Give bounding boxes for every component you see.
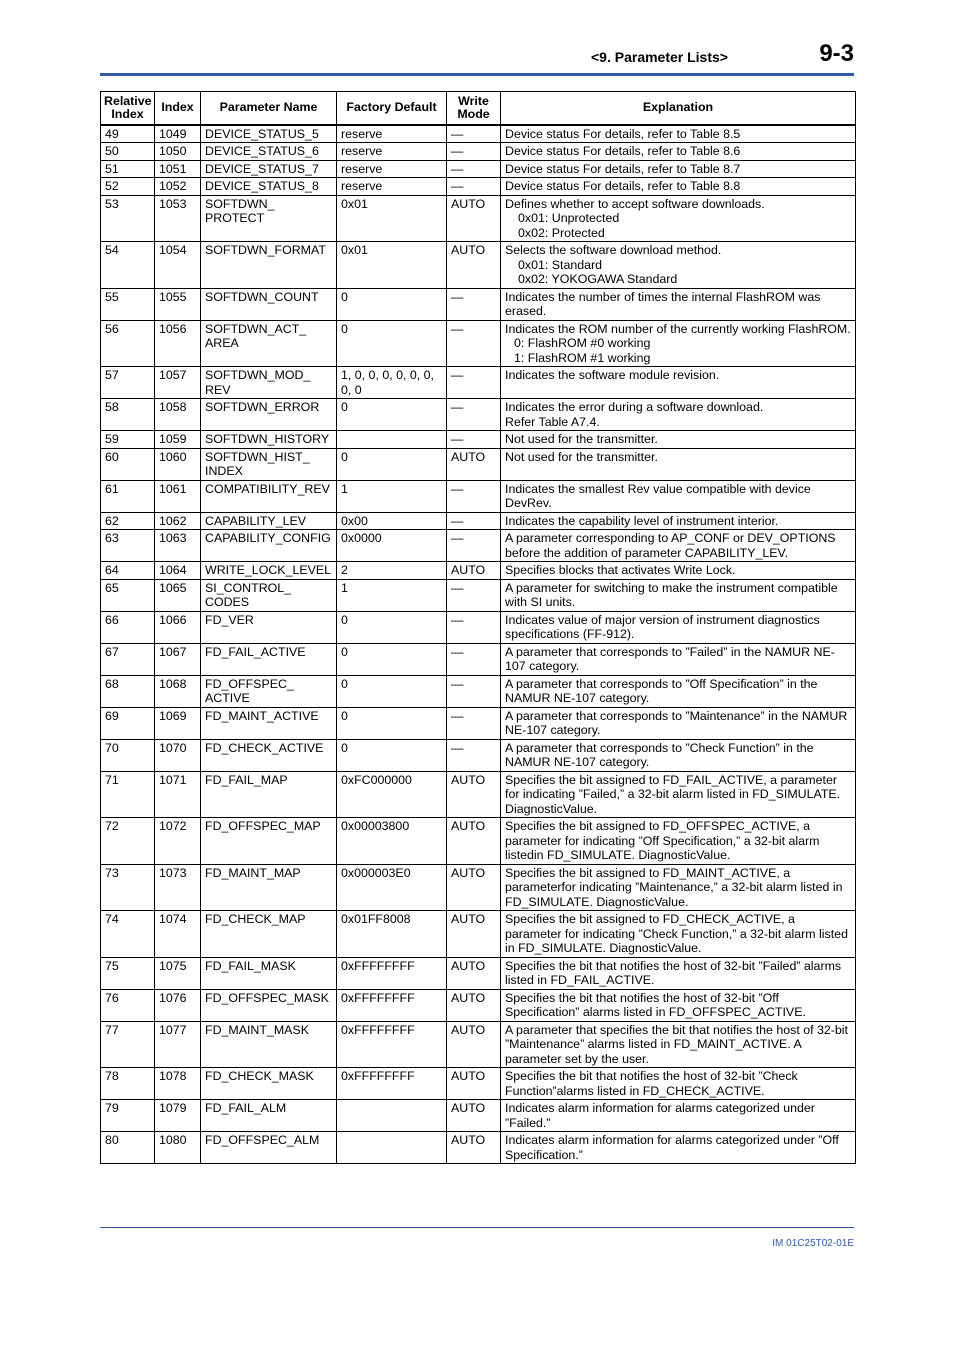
cell-relative-index: 57 — [101, 367, 155, 399]
cell-index: 1063 — [155, 530, 201, 562]
explanation-line: Indicates alarm information for alarms categorized under ”Failed.” — [505, 1101, 815, 1130]
table-row — [101, 512, 856, 530]
cell-index: 1056 — [155, 320, 201, 367]
cell-relative-index: 50 — [101, 143, 155, 161]
cell-write-mode: — — [447, 431, 501, 449]
cell-parameter-name: CAPABILITY_LEV — [201, 512, 337, 530]
cell-index: 1071 — [155, 771, 201, 818]
cell-index: 1073 — [155, 864, 201, 911]
explanation-line: 0x02: Protected — [518, 225, 605, 240]
cell-factory-default: reserve — [337, 125, 447, 143]
col-header-relative-index: Relative Index — [101, 92, 155, 125]
explanation-line: Specifies the bit that notifies the host of 32-bit ”Check Function”alarms listed in FD_CHECK_ACTIVE. — [505, 1069, 798, 1098]
table-row — [101, 178, 856, 196]
cell-relative-index: 49 — [101, 125, 155, 143]
cell-relative-index: 74 — [101, 911, 155, 958]
col-header-index: Index — [155, 92, 201, 125]
cell-factory-default: 0xFC000000 — [337, 771, 447, 818]
cell-index: 1060 — [155, 448, 201, 480]
cell-write-mode: — — [447, 643, 501, 675]
cell-index: 1061 — [155, 480, 201, 512]
table-row — [101, 1132, 856, 1164]
cell-index: 1065 — [155, 579, 201, 611]
explanation-line: Indicates the error during a software download. — [505, 400, 764, 414]
cell-index: 1059 — [155, 431, 201, 449]
cell-explanation — [501, 530, 856, 562]
cell-relative-index: 52 — [101, 178, 155, 196]
cell-explanation — [501, 579, 856, 611]
explanation-line: Specifies the bit assigned to FD_MAINT_ACTIVE, a parameterfor indicating ”Maintenance,” a 32-bit alarm listed in FD_SIMULATE. DiagnosticValue. — [505, 865, 843, 909]
cell-write-mode: AUTO — [447, 989, 501, 1021]
cell-write-mode: AUTO — [447, 1021, 501, 1068]
cell-explanation — [501, 125, 856, 143]
table-row — [101, 911, 856, 958]
explanation-line: A parameter that corresponds to ”Maintenance” in the NAMUR NE-107 category. — [505, 708, 848, 737]
table-row — [101, 125, 856, 143]
cell-write-mode: AUTO — [447, 1100, 501, 1132]
cell-factory-default — [337, 1100, 447, 1132]
table-row — [101, 864, 856, 911]
cell-explanation — [501, 399, 856, 431]
cell-explanation — [501, 242, 856, 289]
table-row — [101, 367, 856, 399]
cell-write-mode: AUTO — [447, 1132, 501, 1164]
table-row — [101, 530, 856, 562]
cell-write-mode: — — [447, 739, 501, 771]
explanation-line: Indicates the smallest Rev value compatible with device DevRev. — [505, 481, 811, 510]
cell-index: 1079 — [155, 1100, 201, 1132]
explanation-line: Indicates the number of times the internal FlashROM was erased. — [505, 289, 821, 318]
explanation-line: Specifies the bit assigned to FD_FAIL_ACTIVE, a parameter for indicating ”Failed,” a 32-bit alarm listed in FD_SIMULATE. DiagnosticValue. — [505, 772, 841, 816]
explanation-line: A parameter that corresponds to ”Off Specification” in the NAMUR NE-107 category. — [505, 676, 818, 705]
explanation-line: Indicates the capability level of instrument interior. — [505, 513, 779, 528]
cell-parameter-name: FD_MAINT_MASK — [201, 1021, 337, 1068]
cell-factory-default: 0 — [337, 399, 447, 431]
cell-relative-index: 58 — [101, 399, 155, 431]
cell-explanation — [501, 480, 856, 512]
cell-explanation — [501, 512, 856, 530]
cell-parameter-name: DEVICE_STATUS_5 — [201, 125, 337, 143]
cell-explanation — [501, 160, 856, 178]
cell-explanation — [501, 818, 856, 865]
cell-relative-index: 75 — [101, 957, 155, 989]
cell-factory-default: reserve — [337, 178, 447, 196]
cell-write-mode: — — [447, 125, 501, 143]
cell-parameter-name: SOFTDWN_ACT_ AREA — [201, 320, 337, 367]
table-row — [101, 143, 856, 161]
explanation-line: A parameter that specifies the bit that notifies the host of 32-bit ”Maintenance” alarms listed in FD_MAINT_ACTIVE. A parameter set by the user. — [505, 1022, 849, 1066]
table-row — [101, 448, 856, 480]
cell-index: 1080 — [155, 1132, 201, 1164]
table-row — [101, 707, 856, 739]
cell-parameter-name: WRITE_LOCK_LEVEL — [201, 562, 337, 580]
cell-factory-default: 0x01 — [337, 195, 447, 242]
cell-factory-default: 0x00003800 — [337, 818, 447, 865]
cell-index: 1068 — [155, 675, 201, 707]
cell-write-mode: AUTO — [447, 771, 501, 818]
cell-parameter-name: FD_VER — [201, 611, 337, 643]
cell-relative-index: 61 — [101, 480, 155, 512]
cell-explanation — [501, 864, 856, 911]
cell-relative-index: 62 — [101, 512, 155, 530]
explanation-line: Defines whether to accept software downloads. — [505, 196, 765, 211]
table-row — [101, 480, 856, 512]
section-title: <9. Parameter Lists> — [591, 49, 728, 65]
cell-factory-default: reserve — [337, 143, 447, 161]
table-row — [101, 1068, 856, 1100]
explanation-line: Device status For details, refer to Table 8.5 — [505, 126, 741, 141]
cell-parameter-name: SOFTDWN_HISTORY — [201, 431, 337, 449]
cell-factory-default: 0 — [337, 448, 447, 480]
cell-relative-index: 56 — [101, 320, 155, 367]
cell-factory-default: 0xFFFFFFFF — [337, 1021, 447, 1068]
cell-write-mode: — — [447, 512, 501, 530]
cell-parameter-name: DEVICE_STATUS_6 — [201, 143, 337, 161]
cell-write-mode: — — [447, 160, 501, 178]
cell-relative-index: 51 — [101, 160, 155, 178]
cell-parameter-name: SOFTDWN_MOD_ REV — [201, 367, 337, 399]
cell-relative-index: 77 — [101, 1021, 155, 1068]
explanation-line: Not used for the transmitter. — [505, 449, 658, 464]
table-row — [101, 818, 856, 865]
explanation-line: 0x01: Standard — [518, 257, 603, 272]
cell-relative-index: 55 — [101, 288, 155, 320]
cell-explanation — [501, 1021, 856, 1068]
cell-parameter-name: FD_CHECK_ACTIVE — [201, 739, 337, 771]
parameter-table — [100, 91, 856, 1164]
col-header-explanation: Explanation — [501, 92, 856, 125]
cell-factory-default — [337, 431, 447, 449]
explanation-line: Indicates value of major version of instrument diagnostics specifications (FF-912). — [505, 612, 820, 641]
cell-write-mode: AUTO — [447, 818, 501, 865]
cell-write-mode: — — [447, 707, 501, 739]
cell-parameter-name: SOFTDWN_FORMAT — [201, 242, 337, 289]
cell-index: 1078 — [155, 1068, 201, 1100]
cell-index: 1070 — [155, 739, 201, 771]
explanation-line: Specifies the bit that notifies the host of 32-bit ”Failed” alarms listed in FD_FAIL_ACTIVE. — [505, 958, 842, 987]
cell-explanation — [501, 957, 856, 989]
cell-write-mode: AUTO — [447, 448, 501, 480]
cell-explanation — [501, 911, 856, 958]
cell-factory-default: 1 — [337, 579, 447, 611]
cell-index: 1050 — [155, 143, 201, 161]
table-row — [101, 1021, 856, 1068]
cell-parameter-name: FD_FAIL_MASK — [201, 957, 337, 989]
cell-explanation — [501, 1132, 856, 1164]
cell-write-mode: — — [447, 178, 501, 196]
explanation-line: Specifies the bit assigned to FD_OFFSPEC_ACTIVE, a parameter for indicating ”Off Specification,” a 32-bit alarm listedin FD_SIMULATE. DiagnosticValue. — [505, 819, 820, 862]
cell-relative-index: 59 — [101, 431, 155, 449]
cell-factory-default: 0 — [337, 320, 447, 367]
cell-factory-default: 0 — [337, 611, 447, 643]
cell-relative-index: 71 — [101, 771, 155, 818]
cell-factory-default: 1 — [337, 480, 447, 512]
cell-explanation — [501, 771, 856, 818]
cell-index: 1076 — [155, 989, 201, 1021]
cell-parameter-name: FD_OFFSPEC_MASK — [201, 989, 337, 1021]
cell-parameter-name: SOFTDWN_ERROR — [201, 399, 337, 431]
cell-index: 1077 — [155, 1021, 201, 1068]
explanation-line: Indicates alarm information for alarms categorized under ”Off Specification.” — [505, 1133, 839, 1162]
explanation-line: 1: FlashROM #1 working — [514, 350, 651, 365]
cell-parameter-name: DEVICE_STATUS_8 — [201, 178, 337, 196]
cell-factory-default: 0 — [337, 288, 447, 320]
cell-explanation — [501, 448, 856, 480]
explanation-line: A parameter for switching to make the instrument compatible with SI units. — [505, 580, 838, 609]
cell-write-mode: — — [447, 288, 501, 320]
explanation-line: Specifies blocks that activates Write Lock. — [505, 563, 736, 577]
cell-index: 1052 — [155, 178, 201, 196]
explanation-line: 0x01: Unprotected — [518, 211, 620, 225]
table-row — [101, 771, 856, 818]
table-row — [101, 399, 856, 431]
cell-parameter-name: DEVICE_STATUS_7 — [201, 160, 337, 178]
cell-factory-default: 0 — [337, 675, 447, 707]
cell-factory-default: 0x01 — [337, 242, 447, 289]
cell-parameter-name: FD_OFFSPEC_ ACTIVE — [201, 675, 337, 707]
table-body — [101, 125, 856, 1164]
cell-explanation — [501, 675, 856, 707]
cell-explanation — [501, 1100, 856, 1132]
table-row — [101, 579, 856, 611]
cell-write-mode: AUTO — [447, 911, 501, 958]
cell-factory-default: 0x0000 — [337, 530, 447, 562]
cell-index: 1055 — [155, 288, 201, 320]
cell-factory-default: 0x01FF8008 — [337, 911, 447, 958]
cell-factory-default: 2 — [337, 562, 447, 580]
cell-parameter-name: FD_CHECK_MASK — [201, 1068, 337, 1100]
cell-write-mode: AUTO — [447, 1068, 501, 1100]
cell-index: 1075 — [155, 957, 201, 989]
table-row — [101, 562, 856, 580]
cell-relative-index: 66 — [101, 611, 155, 643]
col-header-parameter-name: Parameter Name — [201, 92, 337, 125]
cell-index: 1049 — [155, 125, 201, 143]
cell-parameter-name: FD_OFFSPEC_ALM — [201, 1132, 337, 1164]
cell-write-mode: AUTO — [447, 864, 501, 911]
cell-index: 1051 — [155, 160, 201, 178]
page-number: 9-3 — [819, 40, 854, 67]
explanation-line: Specifies the bit that notifies the host of 32-bit ”Off Specification” alarms listed in FD_OFFSPEC_ACTIVE. — [505, 990, 806, 1019]
cell-write-mode: AUTO — [447, 957, 501, 989]
table-row — [101, 288, 856, 320]
col-header-write-mode: Write Mode — [447, 92, 501, 125]
cell-factory-default: 0x00 — [337, 512, 447, 530]
cell-parameter-name: FD_FAIL_ACTIVE — [201, 643, 337, 675]
table-row — [101, 160, 856, 178]
cell-write-mode: — — [447, 579, 501, 611]
cell-relative-index: 53 — [101, 195, 155, 242]
cell-parameter-name: SI_CONTROL_ CODES — [201, 579, 337, 611]
cell-factory-default: 0 — [337, 707, 447, 739]
explanation-line: A parameter that corresponds to ”Failed” in the NAMUR NE-107 category. — [505, 644, 835, 673]
cell-relative-index: 67 — [101, 643, 155, 675]
explanation-line: Refer Table A7.4. — [505, 414, 600, 429]
cell-index: 1066 — [155, 611, 201, 643]
cell-relative-index: 70 — [101, 739, 155, 771]
cell-index: 1054 — [155, 242, 201, 289]
cell-index: 1053 — [155, 195, 201, 242]
cell-write-mode: — — [447, 143, 501, 161]
cell-relative-index: 65 — [101, 579, 155, 611]
header-rule — [100, 73, 854, 76]
cell-index: 1058 — [155, 399, 201, 431]
table-row — [101, 242, 856, 289]
cell-relative-index: 54 — [101, 242, 155, 289]
table-row — [101, 431, 856, 449]
cell-explanation — [501, 143, 856, 161]
cell-write-mode: — — [447, 480, 501, 512]
cell-factory-default — [337, 1132, 447, 1164]
explanation-line: 0x02: YOKOGAWA Standard — [518, 272, 678, 286]
cell-explanation — [501, 739, 856, 771]
cell-parameter-name: FD_FAIL_MAP — [201, 771, 337, 818]
explanation-line: Device status For details, refer to Table 8.7 — [505, 161, 741, 176]
cell-factory-default: 0x000003E0 — [337, 864, 447, 911]
cell-parameter-name: SOFTDWN_HIST_ INDEX — [201, 448, 337, 480]
cell-explanation — [501, 1068, 856, 1100]
cell-write-mode: — — [447, 675, 501, 707]
cell-explanation — [501, 611, 856, 643]
cell-index: 1062 — [155, 512, 201, 530]
cell-factory-default: 0 — [337, 739, 447, 771]
cell-index: 1064 — [155, 562, 201, 580]
cell-relative-index: 73 — [101, 864, 155, 911]
cell-index: 1074 — [155, 911, 201, 958]
cell-factory-default: 0xFFFFFFFF — [337, 1068, 447, 1100]
explanation-line: Indicates the software module revision. — [505, 368, 720, 382]
cell-index: 1072 — [155, 818, 201, 865]
cell-explanation — [501, 178, 856, 196]
table-row — [101, 643, 856, 675]
cell-explanation — [501, 989, 856, 1021]
cell-write-mode: — — [447, 530, 501, 562]
table-row — [101, 675, 856, 707]
cell-relative-index: 63 — [101, 530, 155, 562]
cell-parameter-name: CAPABILITY_CONFIG — [201, 530, 337, 562]
document-id: IM 01C25T02-01E — [772, 1238, 854, 1249]
cell-relative-index: 60 — [101, 448, 155, 480]
cell-write-mode: — — [447, 611, 501, 643]
cell-explanation — [501, 707, 856, 739]
cell-relative-index: 80 — [101, 1132, 155, 1164]
cell-parameter-name: SOFTDWN_ PROTECT — [201, 195, 337, 242]
cell-parameter-name: SOFTDWN_COUNT — [201, 288, 337, 320]
cell-parameter-name: FD_OFFSPEC_MAP — [201, 818, 337, 865]
cell-explanation — [501, 367, 856, 399]
explanation-line: Not used for the transmitter. — [505, 432, 658, 446]
cell-factory-default: reserve — [337, 160, 447, 178]
cell-relative-index: 68 — [101, 675, 155, 707]
cell-explanation — [501, 195, 856, 242]
cell-write-mode: AUTO — [447, 195, 501, 242]
table-row — [101, 989, 856, 1021]
cell-explanation — [501, 643, 856, 675]
explanation-line: Device status For details, refer to Table 8.8 — [505, 179, 741, 193]
cell-factory-default: 0xFFFFFFFF — [337, 989, 447, 1021]
cell-relative-index: 79 — [101, 1100, 155, 1132]
explanation-line: A parameter that corresponds to ”Check Function” in the NAMUR NE-107 category. — [505, 740, 814, 769]
table-header-row — [101, 92, 856, 125]
cell-write-mode: — — [447, 399, 501, 431]
col-header-factory-default: Factory Default — [337, 92, 447, 125]
table-row — [101, 611, 856, 643]
table-row — [101, 957, 856, 989]
cell-write-mode: — — [447, 320, 501, 367]
cell-parameter-name: FD_FAIL_ALM — [201, 1100, 337, 1132]
cell-write-mode: AUTO — [447, 562, 501, 580]
table-row — [101, 739, 856, 771]
explanation-line: A parameter corresponding to AP_CONF or DEV_OPTIONS before the addition of parameter CAPABILITY_LEV. — [505, 531, 836, 560]
cell-relative-index: 78 — [101, 1068, 155, 1100]
cell-explanation — [501, 320, 856, 367]
cell-index: 1057 — [155, 367, 201, 399]
explanation-line: Specifies the bit assigned to FD_CHECK_ACTIVE, a parameter for indicating ”Check Function,” a 32-bit alarm listed in FD_SIMULATE. DiagnosticValue. — [505, 912, 848, 955]
cell-index: 1067 — [155, 643, 201, 675]
cell-explanation — [501, 288, 856, 320]
explanation-line: Selects the software download method. — [505, 243, 722, 257]
cell-explanation — [501, 562, 856, 580]
cell-relative-index: 72 — [101, 818, 155, 865]
cell-write-mode: — — [447, 367, 501, 399]
cell-parameter-name: FD_CHECK_MAP — [201, 911, 337, 958]
table-row — [101, 1100, 856, 1132]
cell-write-mode: AUTO — [447, 242, 501, 289]
table-row — [101, 320, 856, 367]
explanation-line: Device status For details, refer to Table 8.6 — [505, 144, 741, 158]
cell-relative-index: 76 — [101, 989, 155, 1021]
cell-explanation — [501, 431, 856, 449]
cell-factory-default: 0xFFFFFFFF — [337, 957, 447, 989]
cell-parameter-name: FD_MAINT_ACTIVE — [201, 707, 337, 739]
explanation-line: Indicates the ROM number of the currently working FlashROM. — [505, 321, 851, 336]
cell-factory-default: 1, 0, 0, 0, 0, 0, 0, 0, 0 — [337, 367, 447, 399]
table-row — [101, 195, 856, 242]
cell-relative-index: 64 — [101, 562, 155, 580]
footer-rule — [100, 1227, 854, 1228]
cell-index: 1069 — [155, 707, 201, 739]
explanation-line: 0: FlashROM #0 working — [514, 336, 651, 350]
cell-parameter-name: FD_MAINT_MAP — [201, 864, 337, 911]
cell-factory-default: 0 — [337, 643, 447, 675]
cell-relative-index: 69 — [101, 707, 155, 739]
cell-parameter-name: COMPATIBILITY_REV — [201, 480, 337, 512]
